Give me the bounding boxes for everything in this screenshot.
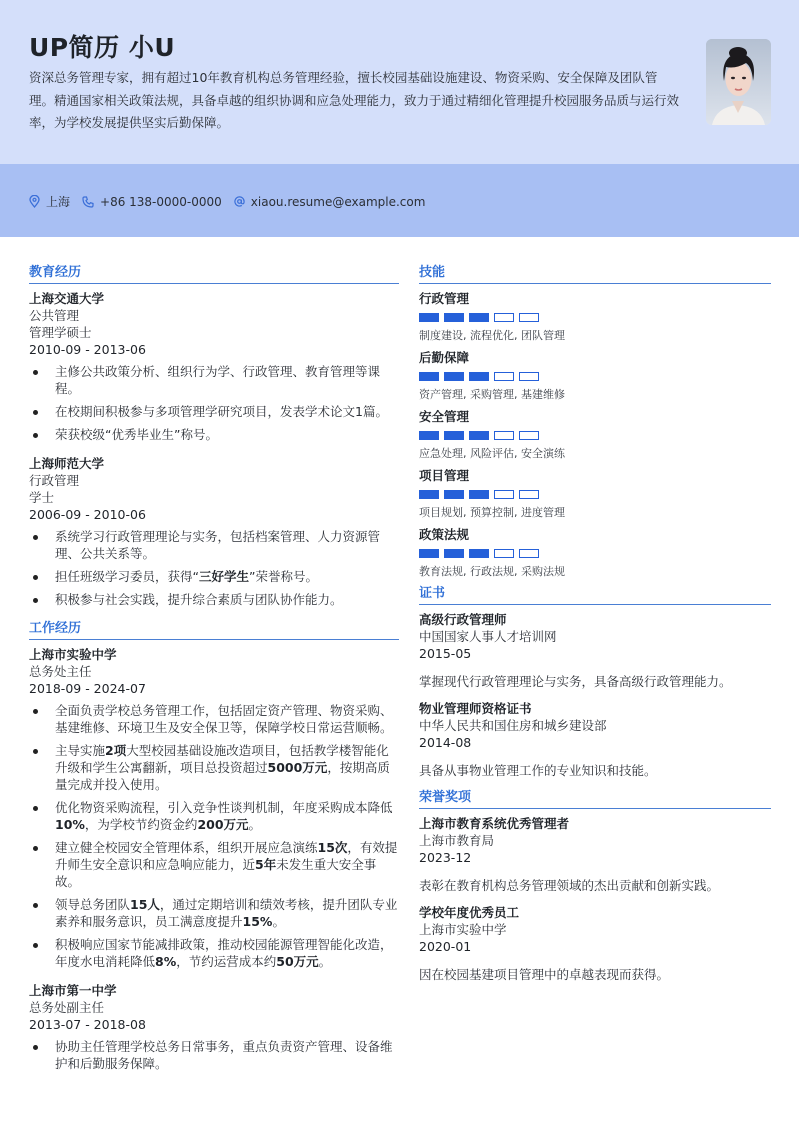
profile-summary: 资深总务管理专家，拥有超过10年教育机构总务管理经验，擅长校园基础设施建设、物资采购、安全保障及团队管理。精通国家相关政策法规，具备卓越的组织协调和应急处理能力，致力于通过精细化管理提升校园服务品质与运行效率，为学校发展提供坚实后勤保障。	[29, 70, 680, 130]
education-title: 教育经历	[29, 264, 399, 284]
skill-keywords: 项目规划, 预算控制, 进度管理	[419, 506, 565, 519]
awards-section	[419, 789, 771, 983]
skill-level-empty	[494, 313, 514, 322]
skill-item	[419, 349, 771, 402]
skill-level-filled	[444, 549, 464, 558]
bullet-item: 在校期间积极参与多项管理学研究项目，发表学术论文1篇。	[29, 403, 399, 420]
certificate-description: 具备从事物业管理工作的专业知识和技能。	[419, 763, 657, 778]
work-section	[29, 620, 399, 1072]
education-item	[29, 455, 399, 608]
certificate-issuer: 中华人民共和国住房和城乡建设部	[419, 718, 607, 733]
bullet-item: 担任班级学习委员，获得“三好学生”荣誉称号。	[29, 568, 399, 585]
right-column	[419, 264, 771, 993]
certificate-name: 物业管理师资格证书	[419, 701, 532, 716]
skill-level-filled	[444, 490, 464, 499]
skill-level-empty	[519, 490, 539, 499]
skills-title: 技能	[419, 264, 771, 284]
skill-level-meter	[419, 549, 771, 558]
job-position: 总务处副主任	[29, 1000, 105, 1015]
bullet-item: 荣获校级“优秀毕业生”称号。	[29, 426, 399, 443]
education-bullets	[29, 528, 399, 608]
date-range: 2018-09 - 2024-07	[29, 681, 146, 696]
award-description: 表彰在教育机构总务管理领域的杰出贡献和创新实践。	[419, 878, 720, 893]
skill-level-filled	[469, 490, 489, 499]
skill-level-filled	[419, 372, 439, 381]
contact-location	[29, 193, 70, 210]
certificates-title: 证书	[419, 585, 771, 605]
certificate-date: 2014-08	[419, 735, 472, 750]
skill-level-filled	[444, 431, 464, 440]
work-bullets	[29, 1038, 399, 1072]
skill-level-filled	[469, 313, 489, 322]
date-range: 2006-09 - 2010-06	[29, 507, 146, 522]
skill-name: 项目管理	[419, 468, 470, 483]
skill-item	[419, 290, 771, 343]
location-pin-icon	[29, 195, 40, 208]
bullet-item: 主修公共政策分析、组织行为学、行政管理、教育管理等课程。	[29, 363, 399, 397]
date-range: 2010-09 - 2013-06	[29, 342, 146, 357]
certificates-section	[419, 585, 771, 779]
skill-keywords: 应急处理, 风险评估, 安全演练	[419, 447, 565, 460]
skill-level-filled	[419, 549, 439, 558]
portrait-image	[706, 39, 771, 125]
skill-level-filled	[469, 549, 489, 558]
skill-level-empty	[494, 372, 514, 381]
skill-keywords: 资产管理, 采购管理, 基建维修	[419, 388, 565, 401]
education-item	[29, 290, 399, 443]
skill-keywords: 教育法规, 行政法规, 采购法规	[419, 565, 565, 578]
company-name: 上海市第一中学	[29, 983, 117, 998]
skill-level-filled	[419, 490, 439, 499]
certificate-description: 掌握现代行政管理理论与实务，具备高级行政管理能力。	[419, 674, 732, 689]
awards-title: 荣誉奖项	[419, 789, 771, 809]
company-name: 上海市实验中学	[29, 647, 117, 662]
skill-keywords: 制度建设, 流程优化, 团队管理	[419, 329, 565, 342]
skill-level-meter	[419, 490, 771, 499]
award-date: 2020-01	[419, 939, 472, 954]
degree: 管理学硕士	[29, 325, 92, 340]
skill-level-empty	[519, 372, 539, 381]
work-item	[29, 646, 399, 970]
skill-name: 后勤保障	[419, 350, 470, 365]
work-bullets	[29, 702, 399, 970]
skill-name: 行政管理	[419, 291, 470, 306]
contact-phone[interactable]	[82, 195, 222, 209]
award-name: 上海市教育系统优秀管理者	[419, 816, 570, 831]
skill-name: 安全管理	[419, 409, 470, 424]
bullet-item: 积极响应国家节能减排政策，推动校园能源管理智能化改造，年度水电消耗降低8%，节约运营成本约50万元。	[29, 936, 399, 970]
skill-level-meter	[419, 431, 771, 440]
certificate-name: 高级行政管理师	[419, 612, 507, 627]
work-title: 工作经历	[29, 620, 399, 640]
skill-level-filled	[444, 372, 464, 381]
award-item	[419, 815, 771, 894]
phone-text: +86 138-0000-0000	[100, 194, 222, 209]
bullet-item: 积极参与社会实践，提升综合素质与团队协作能力。	[29, 591, 399, 608]
certificate-date: 2015-05	[419, 646, 472, 661]
skill-level-filled	[469, 372, 489, 381]
contact-info	[29, 193, 437, 210]
left-column	[29, 264, 399, 1084]
skill-level-filled	[469, 431, 489, 440]
award-item	[419, 904, 771, 983]
certificate-item	[419, 611, 771, 690]
bullet-item: 主导实施2项大型校园基础设施改造项目，包括教学楼智能化升级和学生公寓翻新，项目总投资超过5000万元，按期高质量完成并投入使用。	[29, 742, 399, 793]
skill-level-filled	[419, 313, 439, 322]
skills-section	[419, 264, 771, 579]
bullet-item: 领导总务团队15人，通过定期培训和绩效考核，提升团队专业素养和服务意识，员工满意度提升15%。	[29, 896, 399, 930]
certificate-item	[419, 700, 771, 779]
skill-level-filled	[419, 431, 439, 440]
skill-level-empty	[494, 431, 514, 440]
skill-name: 政策法规	[419, 527, 470, 542]
resume-header	[0, 0, 799, 164]
skills-list	[419, 290, 771, 579]
award-date: 2023-12	[419, 850, 472, 865]
phone-icon	[82, 196, 94, 208]
location-text: 上海	[46, 195, 71, 209]
degree: 学士	[29, 490, 55, 505]
work-item	[29, 982, 399, 1072]
profile-photo	[706, 39, 771, 125]
skill-level-empty	[494, 490, 514, 499]
contact-email[interactable]	[234, 195, 426, 209]
award-issuer: 上海市实验中学	[419, 922, 507, 937]
skill-level-meter	[419, 372, 771, 381]
education-bullets	[29, 363, 399, 443]
award-issuer: 上海市教育局	[419, 833, 495, 848]
certificate-issuer: 中国国家人事人才培训网	[419, 629, 557, 644]
bullet-item: 优化物资采购流程，引入竞争性谈判机制，年度采购成本降低10%，为学校节约资金约200万元。	[29, 799, 399, 833]
skill-level-meter	[419, 313, 771, 322]
award-description: 因在校园基建项目管理中的卓越表现而获得。	[419, 967, 670, 982]
skill-item	[419, 526, 771, 579]
major: 公共管理	[29, 308, 80, 323]
bullet-item: 全面负责学校总务管理工作，包括固定资产管理、物资采购、基建维修、环境卫生及安全保卫等，保障学校日常运营顺畅。	[29, 702, 399, 736]
skill-level-empty	[519, 313, 539, 322]
email-at-icon	[234, 196, 245, 207]
bullet-item: 系统学习行政管理理论与实务，包括档案管理、人力资源管理、公共关系等。	[29, 528, 399, 562]
job-position: 总务处主任	[29, 664, 92, 679]
bullet-item: 协助主任管理学校总务日常事务，重点负责资产管理、设备维护和后勤服务保障。	[29, 1038, 399, 1072]
major: 行政管理	[29, 473, 80, 488]
award-name: 学校年度优秀员工	[419, 905, 520, 920]
skill-level-empty	[494, 549, 514, 558]
skill-level-filled	[444, 313, 464, 322]
email-text: xiaou.resume@example.com	[250, 194, 426, 209]
bullet-item: 建立健全校园安全管理体系，组织开展应急演练15次，有效提升师生安全意识和应急响应能力，近5年未发生重大安全事故。	[29, 839, 399, 890]
school-name: 上海交通大学	[29, 291, 105, 306]
candidate-name: UP简历 小U	[29, 33, 176, 62]
date-range: 2013-07 - 2018-08	[29, 1017, 146, 1032]
education-section	[29, 264, 399, 608]
skill-level-empty	[519, 431, 539, 440]
skill-level-empty	[519, 549, 539, 558]
skill-item	[419, 408, 771, 461]
skill-item	[419, 467, 771, 520]
school-name: 上海师范大学	[29, 456, 105, 471]
